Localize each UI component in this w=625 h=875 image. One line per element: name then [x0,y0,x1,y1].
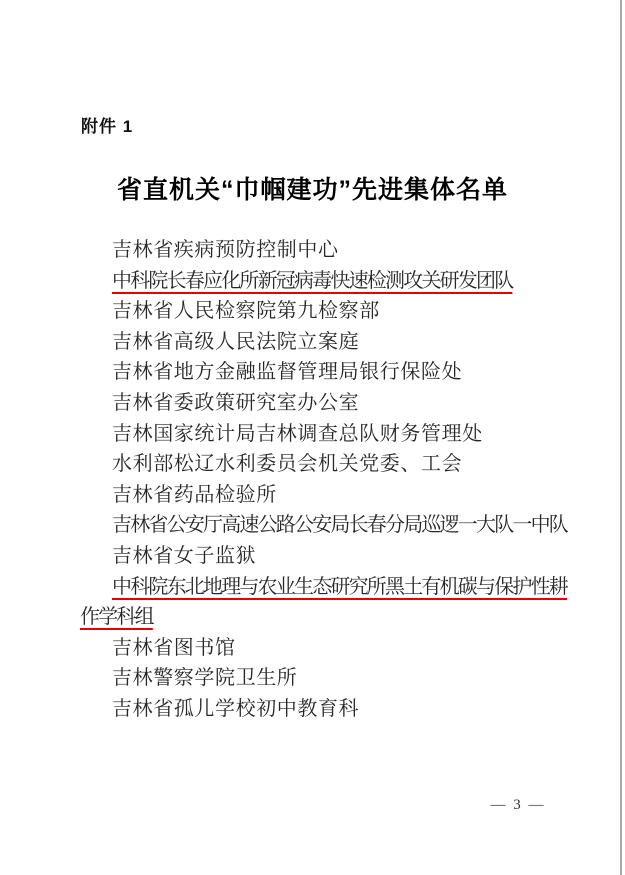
list-item [80,663,570,694]
org-name: 吉林省委政策研究室办公室 [112,391,360,414]
org-name: 吉林省药品检验所 [112,483,277,506]
org-name: 吉林省疾病预防控制中心 [112,239,339,261]
org-name: 吉林省人民检察院第九检察部 [112,300,380,323]
list-item [80,694,570,725]
page-number: — 3 — [490,797,546,813]
org-name: 吉林国家统计局吉林调查总队财务管理处 [112,422,483,445]
list-item [80,541,570,572]
page-edge-line [620,0,622,875]
list-item [80,388,570,419]
list-item [80,572,570,633]
list-item [80,357,570,388]
org-name: 吉林省图书馆 [112,636,236,659]
org-name: 吉林省公安厅高速公路公安局长春分局巡逻一大队一中队 [112,514,567,537]
attachment-label: 附件 1 [81,117,134,136]
list-item [80,266,570,297]
list-item [80,510,570,541]
list-item [80,327,570,358]
document-title: 省直机关“巾帼建功”先进集体名单 [116,176,508,204]
org-name: 吉林省高级人民法院立案庭 [112,330,360,353]
org-name: 吉林省地方金融监督管理局银行保险处 [112,361,463,384]
list-item [80,480,570,511]
list-item [80,419,570,450]
award-list [80,235,570,725]
list-item [80,235,570,266]
org-name: 吉林省女子监狱 [112,544,257,567]
list-item [80,633,570,664]
org-name: 水利部松辽水利委员会机关党委、工会 [112,453,463,476]
org-name-red-underlined: 中科院东北地理与农业生态研究所黑土有机碳与保护性耕作学科组 [80,575,567,629]
org-name-red-underlined: 中科院长春应化所新冠病毒快速检测攻关研发团队 [112,269,513,292]
org-name: 吉林省孤儿学校初中教育科 [112,697,360,720]
org-name: 吉林警察学院卫生所 [112,667,298,690]
list-item [80,296,570,327]
list-item [80,449,570,480]
